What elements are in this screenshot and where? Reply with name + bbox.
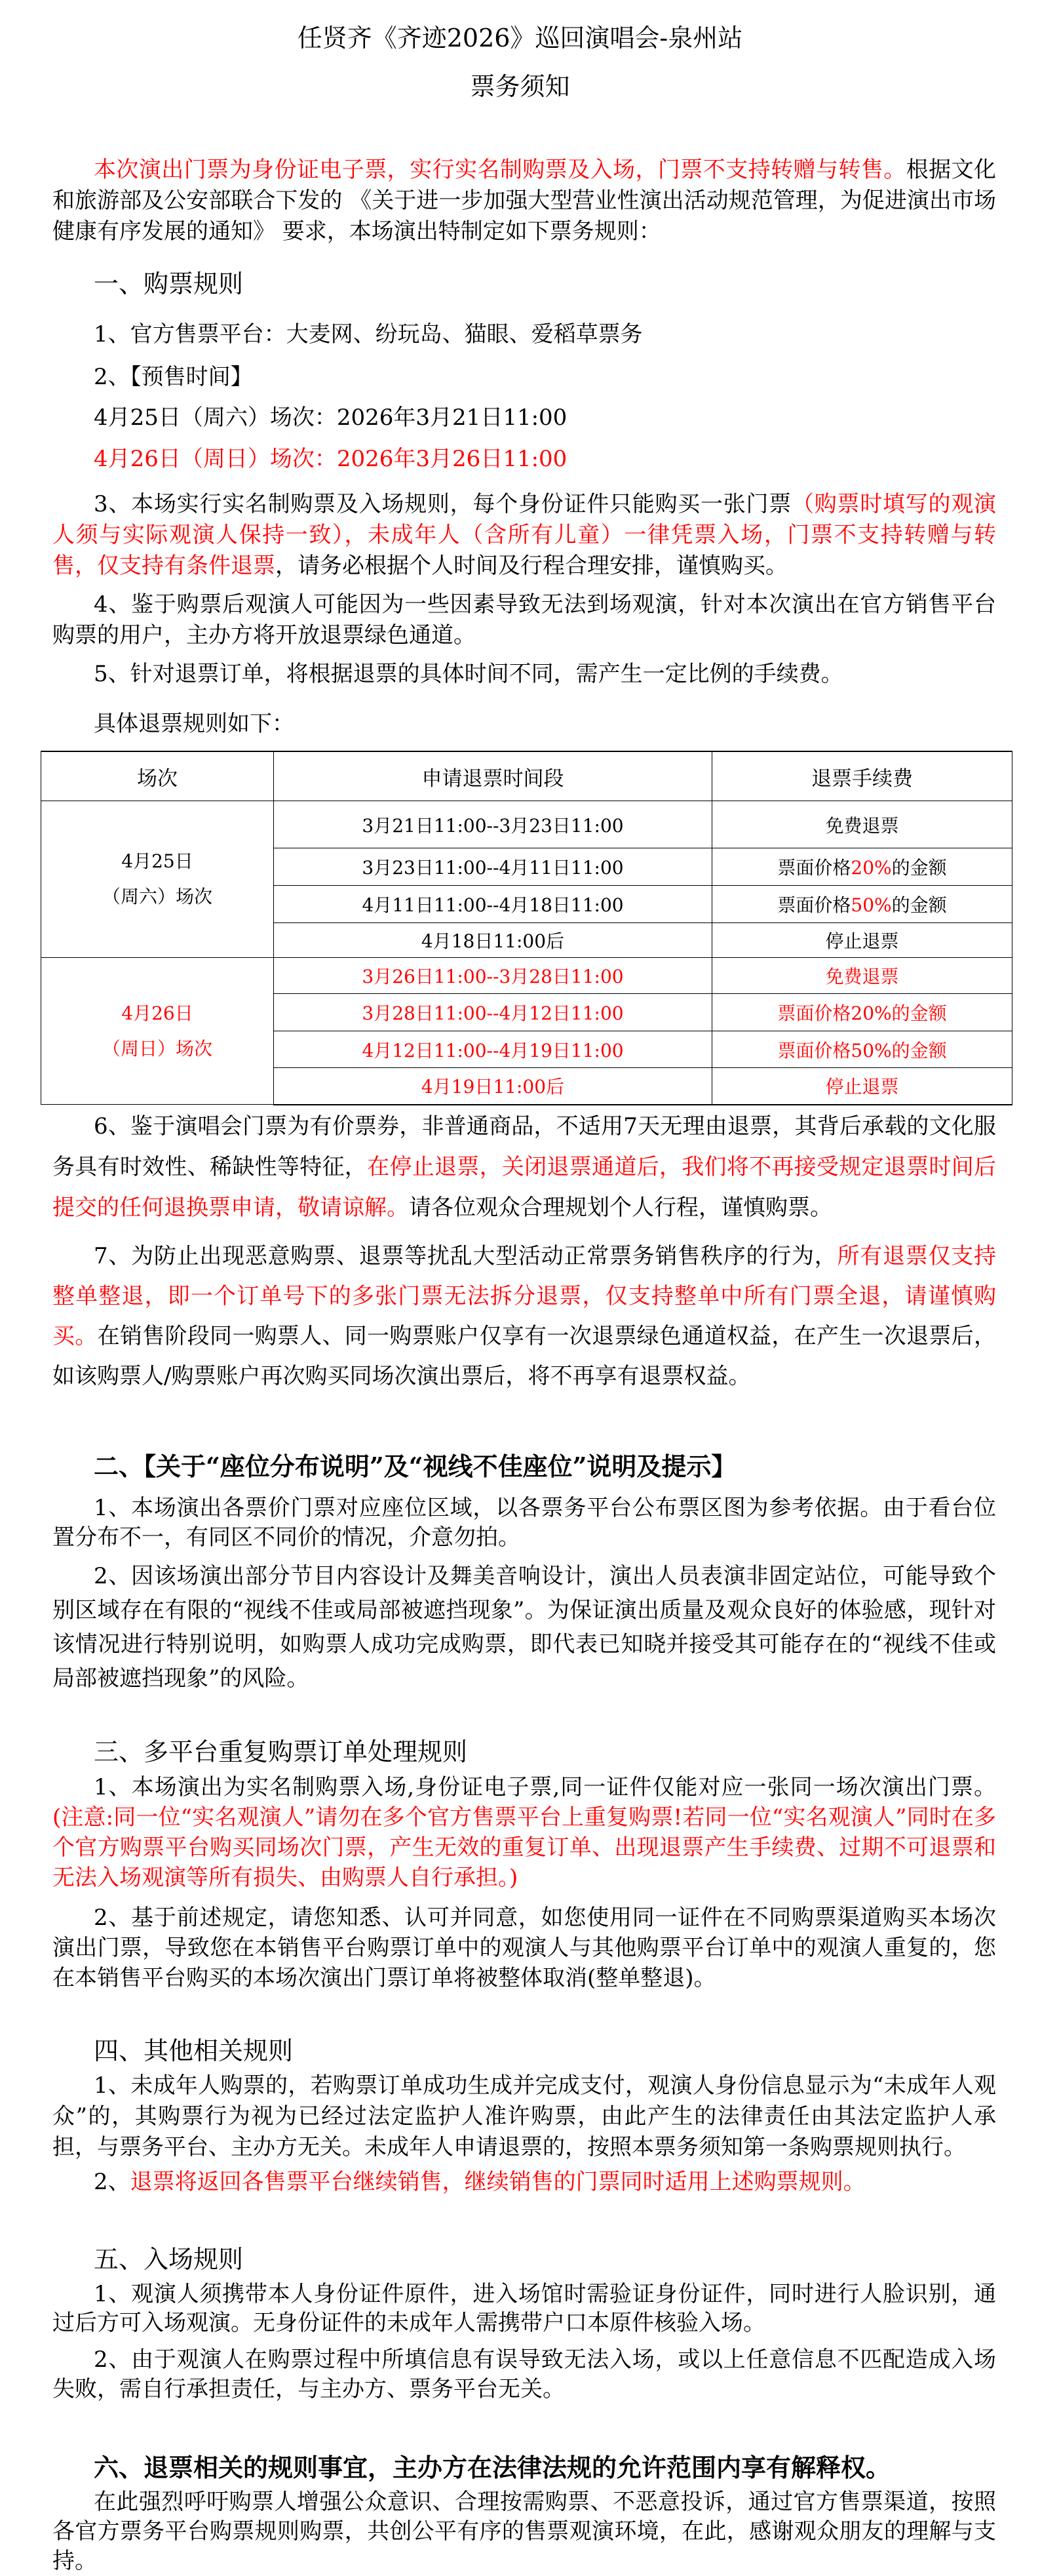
emphasis-text: 免费退票	[825, 966, 899, 987]
body-text: 4月25日（周六）场次：2026年3月21日11:00	[94, 405, 568, 431]
body-text: 的金额	[891, 857, 947, 879]
refund-rules-table	[41, 751, 1012, 1105]
body-text: 票面价格	[777, 857, 851, 879]
body-text: ，请务必根据个人时间及行程合理安排，谨慎购买。	[275, 553, 788, 579]
refund-fee-cell	[712, 1068, 1012, 1105]
rule-real-name	[52, 489, 996, 582]
body-text: 6、鉴于演唱会门票为有价票券，非普通商品，不适用7天无理由退票，其背后承载的文化服务具有时效性、稀缺性等特征，	[52, 1113, 996, 1180]
section-heading-seating: 二、【关于“座位分布说明”及“视线不佳座位”说明及提示】	[94, 1452, 737, 1481]
refund-period-cell: 4月12日11:00--4月19日11:00	[274, 1031, 712, 1068]
refund-fee-cell	[712, 886, 1012, 923]
emphasis-text: (注意:同一位“实名观演人”请勿在多个官方售票平台上重复购票!若同一位“实名观演人”同时在多个官方购票平台购买同场次门票，产生无效的重复订单、出现退票产生手续费、过期不可退票和无法入场观演等所有损失、由购票人自行承担。)	[52, 1804, 996, 1891]
table-row	[41, 958, 1012, 994]
body-text: 2、	[94, 2169, 130, 2195]
rule-presale-time	[94, 361, 996, 393]
seating-rule-1	[52, 1494, 996, 1553]
refund-period-cell: 4月18日11:00后	[274, 923, 712, 958]
refund-fee-cell	[712, 801, 1012, 848]
body-text: 具体退票规则如下：	[94, 711, 294, 737]
body-text: 2、基于前述规定，请您知悉、认可并同意，如您使用同一证件在不同购票渠道购买本场次演出门票，导致您在本销售平台购票订单中的观演人与其他购票平台订单中的观演人重复的，您在本销售平台购买的本场次演出门票订单将被整体取消(整单整退)。	[52, 1905, 996, 1991]
section-heading-entry-rules: 五、入场规则	[94, 2245, 244, 2274]
body-text: 的金额	[891, 894, 947, 916]
presale-time-apr25	[94, 402, 996, 433]
body-text: 1、未成年人购票的，若购票订单成功生成并完成支付，观演人身份信息显示为“未成年人观众”的，其购票行为视为已经过法定监护人准许购票，由此产生的法律责任由其法定监护人承担，与票务平台、主办方无关。未成年人申请退票的，按照本票务须知第一条购票规则执行。	[52, 2072, 996, 2160]
section-heading-other-rules: 四、其他相关规则	[94, 2036, 294, 2065]
body-text: 7、为防止出现恶意购票、退票等扰乱大型活动正常票务销售秩序的行为，	[94, 1243, 838, 1269]
body-text: 5、针对退票订单，将根据退票的具体时间不同，需产生一定比例的手续费。	[94, 661, 843, 687]
session-weekday: （周六）场次	[102, 886, 212, 907]
body-text: 3、本场实行实名制购票及入场规则，每个身份证件只能购买一张门票	[94, 491, 792, 517]
body-text: 1、官方售票平台：大麦网、纷玩岛、猫眼、爱稻草票务	[94, 321, 643, 347]
refund-fee-cell	[712, 848, 1012, 886]
emphasis-text: 停止退票	[825, 1076, 899, 1098]
refund-period-cell: 3月23日11:00--4月11日11:00	[274, 848, 712, 886]
duplicate-rule-1	[52, 1772, 996, 1893]
rule-refund-channel	[52, 589, 996, 651]
refund-fee-cell	[712, 994, 1012, 1031]
other-rule-2	[52, 2166, 996, 2198]
intro-paragraph	[52, 155, 996, 247]
body-text: 2、由于观演人在购票过程中所填信息有误导致无法入场，或以上任意信息不匹配造成入场失败，需自行承担责任，与主办方、票务平台无关。	[52, 2347, 996, 2402]
session-weekday: （周日）场次	[102, 1037, 212, 1060]
body-text: 根据文化和旅游部及公安部联合下发的 《关于进一步加强大型营业性演出活动规范管理，为促进演出市场健康有序发展的通知》 要求，本场演出特制定如下票务规则：	[52, 157, 997, 245]
entry-rule-1	[52, 2280, 996, 2337]
body-text: 在此强烈呼吁购票人增强公众意识、合理按需购票、不恶意投诉，通过官方售票渠道，按照各官方票务平台购票规则购票，共创公平有序的售票观演环境，在此，感谢观众朋友的理解与支持。	[52, 2489, 996, 2574]
body-text: 停止退票	[825, 930, 899, 952]
body-text: 请各位观众合理规划个人行程，谨慎购票。	[409, 1195, 832, 1221]
refund-table-caption	[94, 708, 996, 740]
body-text: 2、因该场演出部分节目内容设计及舞美音响设计，演出人员表演非固定站位，可能导致个别区域存在有限的“视线不佳或局部被遮挡现象”。为保证演出质量及观众良好的体验感，现针对该情况进行特别说明，如购票人成功完成购票，即代表已知晓并接受其可能存在的“视线不佳或局部被遮挡现象”的风险。	[52, 1563, 996, 1692]
session-cell	[41, 801, 274, 958]
session-group	[41, 958, 1012, 1105]
rule-whole-order-refund	[52, 1237, 996, 1397]
emphasis-text: 在停止退票，关闭退票通道后，我们将不再接受规定退票时间后提交的任何退换票申请，敬请谅解。	[52, 1154, 997, 1221]
refund-fee-cell	[712, 958, 1012, 994]
header-fee: 退票手续费	[712, 751, 1012, 801]
emphasis-text: 所有退票仅支持整单整退，即一个订单号下的多张门票无法拆分退票，仅支持整单中所有门票全退，请谨慎购买。	[52, 1243, 997, 1349]
body-text: 票面价格	[777, 894, 851, 916]
session-date: 4月26日	[121, 1002, 193, 1024]
rule-official-platforms	[94, 319, 996, 350]
refund-period-cell: 3月28日11:00--4月12日11:00	[274, 994, 712, 1031]
session-group	[41, 801, 1012, 958]
emphasis-text: 4月26日（周日）场次：2026年3月26日11:00	[94, 446, 568, 472]
body-text: 1、观演人须携带本人身份证件原件，进入场馆时需验证身份证件，同时进行人脸识别，通过后方可入场观演。无身份证件的未成年人需携带户口本原件核验入场。	[52, 2281, 996, 2336]
closing-paragraph	[52, 2487, 996, 2576]
section-heading-duplicate-orders: 三、多平台重复购票订单处理规则	[94, 1737, 468, 1766]
session-cell	[41, 958, 274, 1105]
emphasis-text: 票面价格50%的金额	[777, 1039, 947, 1061]
body-text: 1、本场演出为实名制购票入场,身份证电子票,同一证件仅能对应一张同一场次演出门票。	[94, 1774, 996, 1800]
emphasis-text: 退票将返回各售票平台继续销售，继续销售的门票同时适用上述购票规则。	[130, 2169, 866, 2195]
document-title: 任贤齐《齐迹2026》巡回演唱会-泉州站	[297, 24, 743, 52]
emphasis-text: 50%	[851, 894, 892, 916]
other-rule-1	[52, 2071, 996, 2163]
document-subtitle: 票务须知	[470, 72, 570, 101]
table-header-row	[41, 751, 1012, 801]
refund-period-cell: 4月11日11:00--4月18日11:00	[274, 886, 712, 923]
body-text: 1、本场演出各票价门票对应座位区域，以各票务平台公布票区图为参考依据。由于看台位置分布不一，有同区不同价的情况，介意勿拍。	[52, 1495, 996, 1551]
refund-period-cell: 3月26日11:00--3月28日11:00	[274, 958, 712, 994]
presale-time-apr26	[94, 443, 996, 475]
entry-rule-2	[52, 2345, 996, 2404]
emphasis-text: 本次演出门票为身份证电子票，实行实名制购票及入场，门票不支持转赠与转售。	[94, 157, 906, 183]
refund-fee-cell	[712, 1031, 1012, 1068]
table-row	[41, 801, 1012, 848]
emphasis-text: 票面价格20%的金额	[777, 1002, 947, 1024]
emphasis-text: （购票时填写的观演人须与实际观演人保持一致），未成年人（含所有儿童）一律凭票入场，门票不支持转赠与转售，仅支持有条件退票	[52, 491, 996, 579]
rule-refund-fee	[52, 658, 996, 690]
seating-rule-2	[52, 1559, 996, 1695]
header-period: 申请退票时间段	[274, 751, 712, 801]
section-heading-interpretation: 六、退票相关的规则事宜，主办方在法律法规的允许范围内享有解释权。	[94, 2453, 891, 2482]
body-text: 在销售阶段同一购票人、同一购票账户仅享有一次退票绿色通道权益，在产生一次退票后，如该购票人/购票账户再次购买同场次演出票后，将不再享有退票权益。	[52, 1323, 997, 1389]
refund-fee-cell	[712, 923, 1012, 958]
section-heading-purchase-rules: 一、购票规则	[94, 269, 244, 298]
body-text: 2、【预售时间】	[94, 364, 253, 390]
body-text: 4、鉴于购票后观演人可能因为一些因素导致无法到场观演，针对本次演出在官方销售平台购票的用户，主办方将开放退票绿色通道。	[52, 591, 996, 648]
duplicate-rule-2	[52, 1903, 996, 1993]
rule-no-7day-refund	[52, 1106, 996, 1228]
session-date: 4月25日	[121, 850, 193, 872]
body-text: 免费退票	[825, 814, 899, 837]
refund-period-cell: 3月21日11:00--3月23日11:00	[274, 801, 712, 848]
refund-period-cell: 4月19日11:00后	[274, 1068, 712, 1105]
header-session: 场次	[41, 751, 274, 801]
emphasis-text: 20%	[851, 857, 892, 879]
